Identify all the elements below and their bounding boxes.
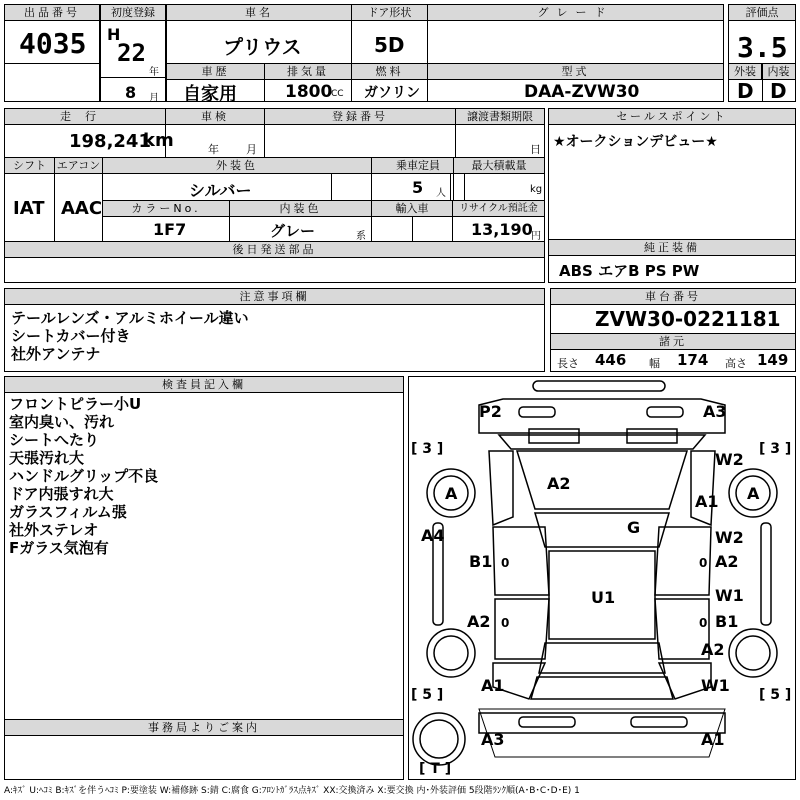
int-color-header: 内装色 bbox=[230, 201, 371, 217]
history-value: 自家用 bbox=[183, 84, 237, 105]
aircon-box bbox=[54, 157, 103, 242]
mark-g: G bbox=[627, 518, 641, 537]
genuine-equip-value: ABS エアB PS PW bbox=[559, 262, 700, 280]
era-label: H bbox=[107, 25, 121, 44]
yen-unit: 円 bbox=[531, 231, 541, 242]
first-reg-header: 初度登録 bbox=[101, 5, 165, 21]
mark-a-left-wheel: A bbox=[445, 484, 458, 503]
car-diagram bbox=[408, 376, 796, 780]
car-name-value: プリウス bbox=[223, 35, 302, 59]
displacement-header: 排気量 bbox=[265, 64, 351, 80]
mark-a-right-wheel: A bbox=[747, 484, 760, 503]
later-parts-header: 後日発送部品 bbox=[5, 242, 544, 258]
inspector-line: 天張汚れ大 bbox=[9, 449, 85, 467]
shift-header: シフト bbox=[5, 158, 54, 174]
kei-unit: 系 bbox=[356, 231, 366, 242]
mark-w1-right: W1 bbox=[715, 586, 744, 605]
shift-value: IAT bbox=[13, 198, 45, 219]
inspector-line: シートへたり bbox=[9, 431, 100, 449]
transfer-header: 譲渡書類期限 bbox=[456, 109, 544, 125]
mark-a1-bottom: A1 bbox=[701, 730, 725, 749]
recycle-header: リサイクル預託金 bbox=[453, 201, 544, 217]
mark-a4: A4 bbox=[421, 526, 445, 545]
int-color-box bbox=[229, 200, 372, 242]
mark-u1: U1 bbox=[591, 588, 616, 607]
max-load-box bbox=[453, 157, 545, 201]
car-diagram-svg bbox=[409, 377, 795, 779]
capacity-header: 乗車定員 bbox=[372, 158, 464, 174]
caution-line: テールレンズ・アルミホイール違い bbox=[11, 309, 249, 327]
int-color-value: グレー bbox=[270, 222, 316, 240]
fuel-header: 燃料 bbox=[352, 64, 427, 80]
capacity-box bbox=[371, 157, 465, 201]
ext-color-header: 外装色 bbox=[103, 158, 371, 174]
door-value: 5D bbox=[374, 33, 405, 57]
persons-unit: 人 bbox=[436, 188, 446, 199]
score-box bbox=[728, 4, 796, 102]
tire-rl: [ 5 ] bbox=[411, 687, 444, 703]
mileage-header: 走行 bbox=[5, 109, 165, 125]
mark-a3-top: A3 bbox=[703, 402, 727, 421]
lot-no-header: 出品番号 bbox=[5, 5, 99, 21]
ext-color-value: シルバー bbox=[189, 181, 252, 200]
later-parts-box bbox=[4, 241, 545, 283]
score-value: 3.5 bbox=[737, 31, 788, 64]
model-type-box bbox=[427, 63, 724, 102]
tire-fl: [ 3 ] bbox=[411, 441, 444, 457]
chassis-value: ZVW30-0221181 bbox=[595, 307, 781, 331]
dimensions-header: 諸元 bbox=[551, 333, 795, 350]
first-reg-month: 8 bbox=[125, 83, 137, 102]
aircon-value: AAC bbox=[61, 198, 103, 219]
transfer-box bbox=[455, 108, 545, 158]
recycle-value: 13,190 bbox=[471, 220, 533, 239]
tire-fr: [ 3 ] bbox=[759, 441, 792, 457]
mileage-box bbox=[4, 108, 174, 158]
width-label: 幅 bbox=[649, 357, 660, 370]
first-reg-year: 22 bbox=[117, 39, 146, 67]
caution-line: 社外アンテナ bbox=[11, 345, 101, 363]
inspector-box bbox=[4, 376, 404, 780]
transfer-day-unit: 日 bbox=[530, 143, 541, 156]
displacement-box bbox=[264, 63, 352, 102]
inspection-box bbox=[165, 108, 265, 158]
mileage-value: 198,241 bbox=[69, 131, 151, 152]
caution-line: シートカバー付き bbox=[11, 327, 131, 345]
sales-point-box bbox=[548, 108, 796, 240]
office-header: 事務局よりご案内 bbox=[5, 719, 403, 736]
history-box bbox=[166, 63, 265, 105]
mark-w2-r2: W2 bbox=[715, 528, 744, 547]
color-no-value: 1F7 bbox=[153, 220, 187, 239]
mark-w2-r1: W2 bbox=[715, 450, 744, 469]
mark-a2-left: A2 bbox=[467, 612, 491, 631]
sales-point-header: セールスポイント bbox=[549, 109, 795, 125]
interior-grade: D bbox=[770, 79, 787, 103]
aircon-header: エアコン bbox=[56, 159, 101, 172]
inspection-header: 車検 bbox=[166, 109, 264, 125]
lot-no-box bbox=[4, 4, 100, 102]
mark-b1-left: B1 bbox=[469, 552, 493, 571]
grade-header: グレード bbox=[428, 5, 723, 21]
mark-a1-left: A1 bbox=[481, 676, 505, 695]
car-name-header: 車名 bbox=[167, 5, 351, 21]
height-label: 高さ bbox=[725, 357, 747, 370]
length-label: 長さ bbox=[557, 357, 579, 370]
lot-no-value: 4035 bbox=[19, 27, 87, 60]
caution-box bbox=[4, 288, 545, 372]
genuine-equip-box bbox=[548, 239, 796, 283]
caution-header: 注意事項欄 bbox=[5, 289, 544, 305]
car-name-box bbox=[166, 4, 352, 64]
inspector-list bbox=[9, 395, 158, 557]
chassis-box bbox=[550, 288, 796, 372]
cc-unit: CC bbox=[331, 89, 344, 99]
zero-mark: 0 bbox=[699, 556, 708, 570]
zero-mark: 0 bbox=[501, 616, 510, 630]
reg-no-header: 登録番号 bbox=[265, 109, 455, 125]
history-header: 車歴 bbox=[167, 64, 264, 80]
inspector-header: 検査員記入欄 bbox=[5, 377, 403, 393]
exterior-grade: D bbox=[737, 79, 754, 103]
mark-a2-hood: A2 bbox=[547, 474, 571, 493]
zero-mark: 0 bbox=[699, 616, 708, 630]
height-value: 149 bbox=[757, 351, 789, 369]
mark-a3-bottom: A3 bbox=[481, 730, 505, 749]
displacement-value: 1800 bbox=[285, 82, 333, 102]
inspection-month-unit: 月 bbox=[246, 143, 257, 156]
exterior-header: 外装 bbox=[729, 64, 762, 80]
mark-b1-right: B1 bbox=[715, 612, 739, 631]
width-value: 174 bbox=[677, 351, 709, 369]
color-no-header: カラーNo. bbox=[103, 201, 229, 217]
inspector-line: 室内臭い、汚れ bbox=[9, 413, 115, 431]
model-type-value: DAA-ZVW30 bbox=[524, 82, 640, 102]
tire-rr: [ 5 ] bbox=[759, 687, 792, 703]
door-header: ドア形状 bbox=[352, 5, 427, 21]
inspector-line: Fガラス気泡有 bbox=[9, 539, 109, 557]
length-value: 446 bbox=[595, 351, 627, 369]
door-box bbox=[351, 4, 428, 64]
mark-a2-right: A2 bbox=[715, 552, 739, 571]
fuel-box bbox=[351, 63, 428, 102]
ext-color-box bbox=[102, 157, 372, 201]
inspector-line: フロントピラー小U bbox=[9, 395, 142, 413]
mark-a2-right2: A2 bbox=[701, 640, 725, 659]
zero-mark: 0 bbox=[501, 556, 510, 570]
import-box bbox=[371, 200, 453, 242]
legend: A:ｷｽﾞ U:ﾍｺﾐ B:ｷｽﾞを伴うﾍｺﾐ P:要塗装 W:補修跡 S:錆 C:腐食 G:ﾌﾛﾝﾄｶﾞﾗｽ点ｷｽﾞ XX:交換済み X:要交換 内･外装評価 5段階ﾗﾝｸ順(A･B･C･D･E) 1 bbox=[4, 786, 580, 796]
inspection-year-unit: 年 bbox=[208, 143, 219, 156]
reg-no-box bbox=[264, 108, 456, 158]
interior-header: 内装 bbox=[762, 64, 795, 80]
month-unit: 月 bbox=[149, 93, 159, 104]
tire-spare: [ T ] bbox=[419, 761, 452, 777]
score-header: 評価点 bbox=[729, 5, 795, 21]
inspector-line: 社外ステレオ bbox=[9, 521, 99, 539]
sales-point-value: ★オークションデビュー★ bbox=[553, 134, 718, 150]
capacity-value: 5 bbox=[412, 178, 424, 197]
kg-unit: kg bbox=[530, 184, 543, 195]
km-unit: km bbox=[143, 130, 174, 151]
chassis-header: 車台番号 bbox=[551, 289, 795, 305]
recycle-box bbox=[452, 200, 545, 242]
max-load-header: 最大積載量 bbox=[454, 158, 544, 174]
shift-box bbox=[4, 157, 55, 242]
inspector-line: ガラスフィルム張 bbox=[9, 503, 127, 521]
genuine-equip-header: 純正装備 bbox=[549, 240, 795, 256]
year-unit: 年 bbox=[149, 67, 159, 78]
model-type-header: 型式 bbox=[428, 64, 723, 80]
grade-box bbox=[427, 4, 724, 64]
inspector-line: ドア内張すれ大 bbox=[9, 485, 114, 503]
mark-w1-right2: W1 bbox=[701, 676, 730, 695]
mark-a1-r1: A1 bbox=[695, 492, 719, 511]
inspector-line: ハンドルグリップ不良 bbox=[9, 467, 159, 485]
color-no-box bbox=[102, 200, 230, 242]
caution-list bbox=[11, 309, 249, 363]
import-header: 輸入車 bbox=[372, 201, 452, 217]
fuel-value: ガソリン bbox=[364, 85, 420, 101]
mark-p2: P2 bbox=[479, 402, 502, 421]
first-reg-box bbox=[100, 4, 166, 102]
